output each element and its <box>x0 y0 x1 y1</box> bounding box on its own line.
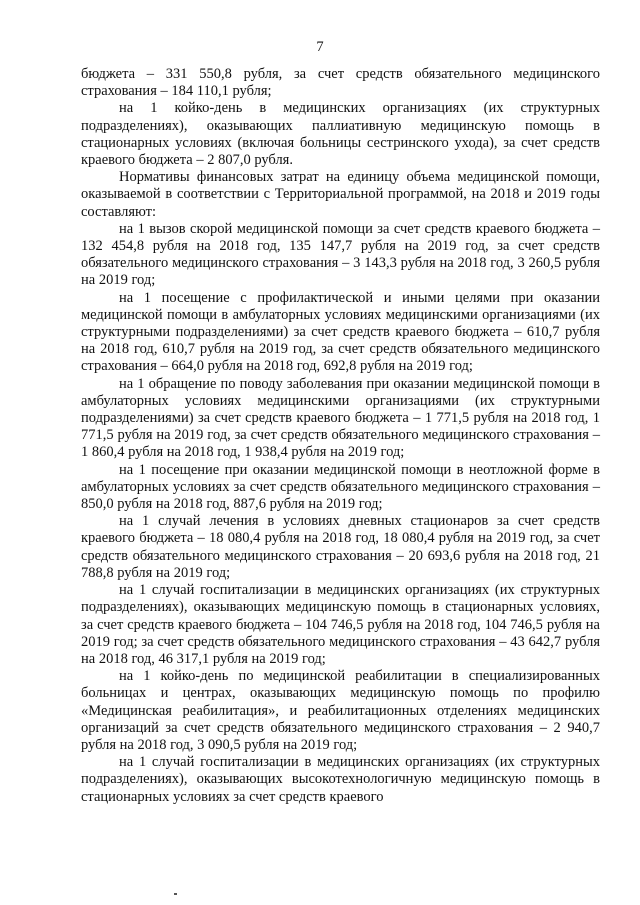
paragraph-cost-standards-intro: Нормативы финансовых затрат на единицу объема медицинской помощи, оказываемой в соответствии с Территориальной программой, на 2018 и 2019 годы составляют: <box>81 169 600 220</box>
page-number: 7 <box>316 39 324 55</box>
scan-mark <box>174 893 177 895</box>
paragraph-hospitalization: на 1 случай госпитализации в медицинских организациях (их структурных подразделениях), оказывающих медицинскую помощь в стационарных условиях, за счет средств краевого бюджета – 104 746,5 рубля на 2018 год, 104 746,5 рубля на 2019 год; за счет средств обязательного медицинского страхования – 43 642,7 рубля на 2018 год, 46 317,1 рубля на 2019 год; <box>81 582 600 667</box>
paragraph-ambulance-call: на 1 вызов скорой медицинской помощи за счет средств краевого бюджета – 132 454,8 рубля на 2018 год, 135 147,7 рубля на 2019 год, за счет средств обязательного медицинского страхования – 3 143,3 рубля на 2018 год, 3 260,5 рубля на 2019 год; <box>81 220 600 289</box>
paragraph-rehabilitation-bed-day: на 1 койко-день по медицинской реабилитации в специализированных больницах и центрах, оказывающих медицинскую помощь по профилю «Медицинская реабилитация», и реабилитационных отделениях медицинских организаций за счет средств обязательного медицинского страхования – 2 940,7 рубля на 2018 год, 3 090,5 рубля на 2019 год; <box>81 668 600 753</box>
paragraph-high-tech-hospitalization: на 1 случай госпитализации в медицинских организациях (их структурных подразделениях), оказывающих высокотехнологичную медицинскую помощь в стационарных условиях за счет средств краевого <box>81 754 600 805</box>
paragraph-palliative-bed-day: на 1 койко-день в медицинских организациях (их структурных подразделениях), оказывающих паллиативную медицинскую помощь в стационарных условиях (включая больницы сестринского ухода), за счет средств краевого бюджета – 2 807,0 рубля. <box>81 100 600 169</box>
paragraph-urgent-visit: на 1 посещение при оказании медицинской помощи в неотложной форме в амбулаторных условиях за счет средств обязательного медицинского страхования – 850,0 рубля на 2018 год, 887,6 рубля на 2019 год; <box>81 461 600 513</box>
paragraph-continuation: бюджета – 331 550,8 рубля, за счет средств обязательного медицинского страхования – 184 110,1 рубля; <box>81 66 600 100</box>
paragraph-disease-appeal: на 1 обращение по поводу заболевания при оказании медицинской помощи в амбулаторных условиях медицинскими организациями (их структурными подразделениями) за счет средств краевого бюджета – 1 771,5 рубля на 2018 год, 1 771,5 рубля на 2019 год, за счет средств обязательного медицинского страхования – 1 860,4 рубля на 2018 год, 1 938,4 рубля на 2019 год; <box>81 375 600 461</box>
paragraph-day-hospital: на 1 случай лечения в условиях дневных стационаров за счет средств краевого бюджета – 18 080,4 рубля на 2018 год, 18 080,4 рубля на 2019 год, за счет средств обязательного медицинского страхования – 20 693,6 рубля на 2018 год, 21 788,8 рубля на 2019 год; <box>81 513 600 581</box>
document-body <box>81 66 600 806</box>
paragraph-preventive-visit: на 1 посещение с профилактической и иными целями при оказании медицинской помощи в амбулаторных условиях медицинскими организациями (их структурными подразделениями) за счет средств краевого бюджета – 610,7 рубля на 2018 год, 610,7 рубля на 2019 год, за счет средств обязательного медицинского страхования – 664,0 рубля на 2018 год, 692,8 рубля на 2019 год; <box>81 289 600 375</box>
